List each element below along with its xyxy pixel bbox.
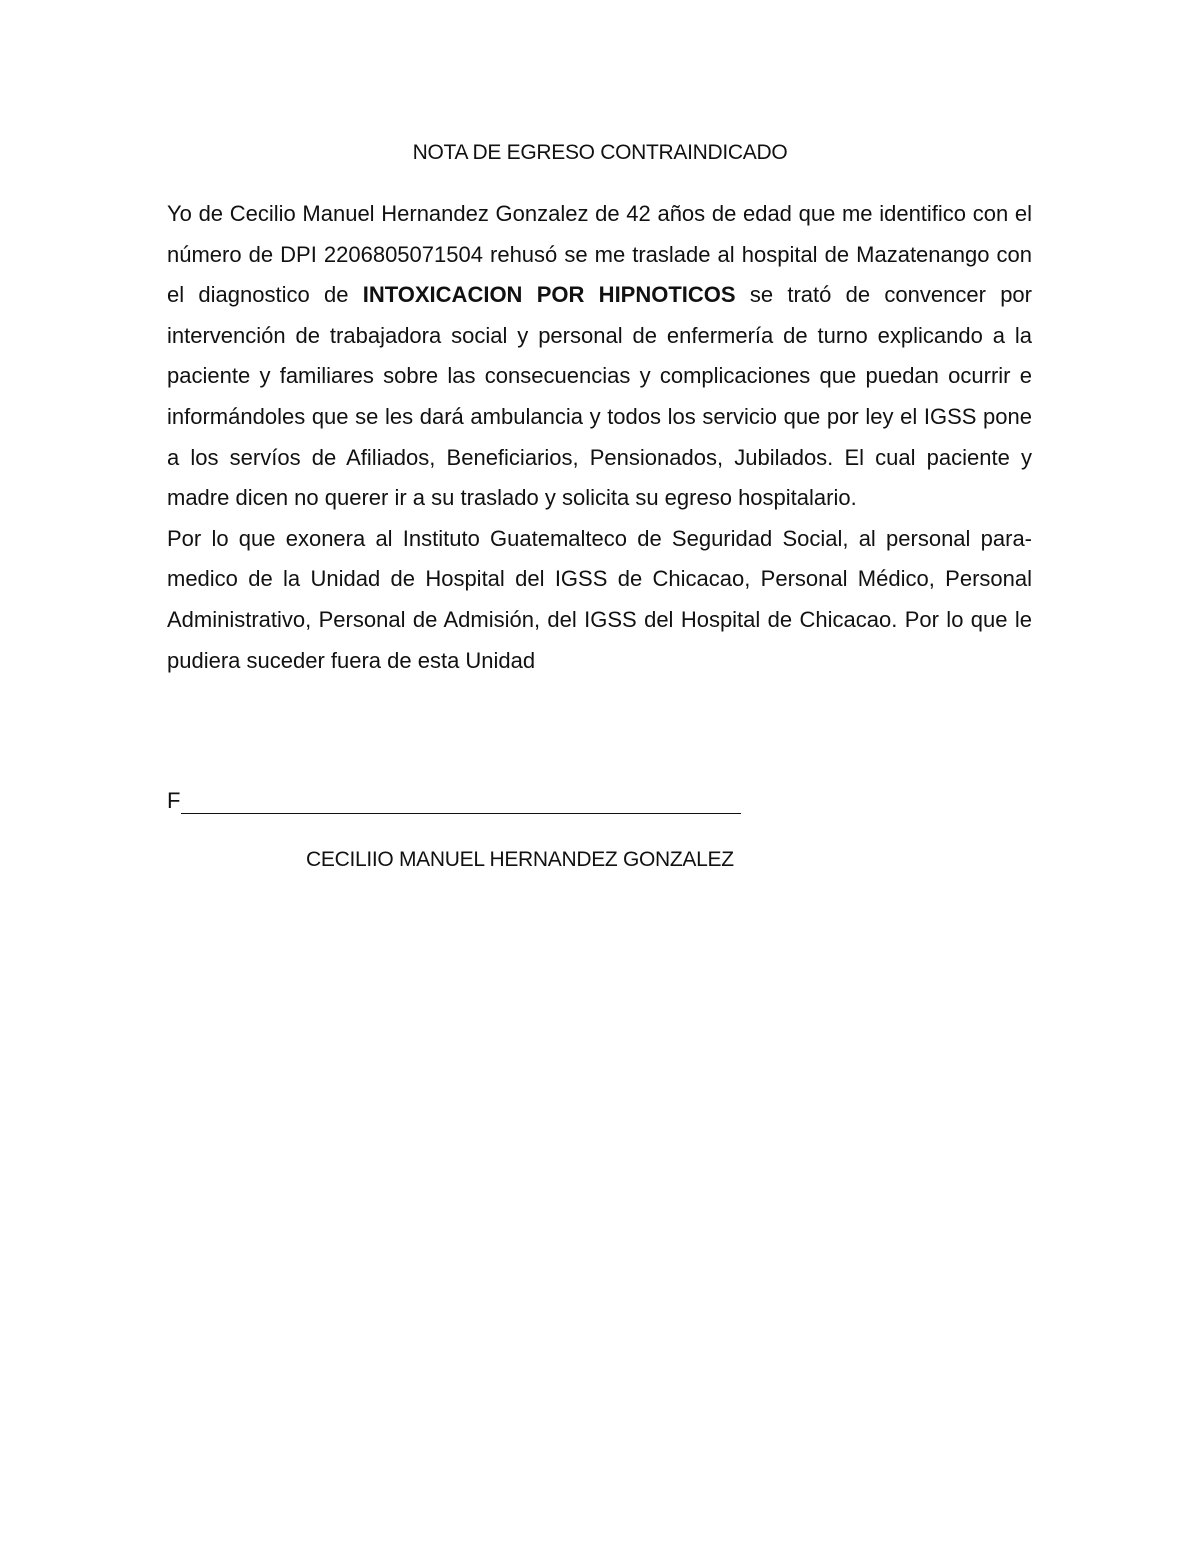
paragraph-exoneration: Por lo que exonera al Instituto Guatemalteco de Seguridad Social, al personal para-medico de la Unidad de Hospital del IGSS de Chicacao, Personal Médico, Personal Administrativo, Personal de Admisión, del IGSS del Hospital de Chicacao. Por lo que le pudiera suceder fuera de esta Unidad: [167, 525, 1032, 673]
document-body: [167, 194, 1032, 681]
signatory-name: CECILIIO MANUEL HERNANDEZ GONZALEZ: [306, 848, 734, 871]
document-title: NOTA DE EGRESO CONTRAINDICADO: [412, 141, 788, 164]
paragraph-declaration: [167, 194, 1032, 519]
paragraph-declaration-start: Yo de Cecilio Manuel Hernandez Gonzalez de 42 años de edad que me identifico con el número de DPI 2206805071504 rehusó se me traslade al hospital de Mazatenango con el diagnostico de: [167, 201, 1032, 308]
signature-rule: [181, 791, 741, 814]
signature-prefix: F: [167, 788, 181, 813]
signature-line: [167, 788, 741, 814]
paragraph-declaration-end: se trató de convencer por intervención de trabajadora social y personal de enfermería de turno explicando a la paciente y familiares sobre las consecuencias y complicaciones que puedan ocurrir e informándoles que se les dará ambulancia y todos los servicio que por ley el IGSS pone a los servíos de Afiliados, Beneficiarios, Pensionados, Jubilados. El cual paciente y madre dicen no querer ir a su traslado y solicita su egreso hospitalario.: [167, 282, 1032, 511]
diagnosis-text: INTOXICACION POR HIPNOTICOS: [362, 282, 736, 308]
